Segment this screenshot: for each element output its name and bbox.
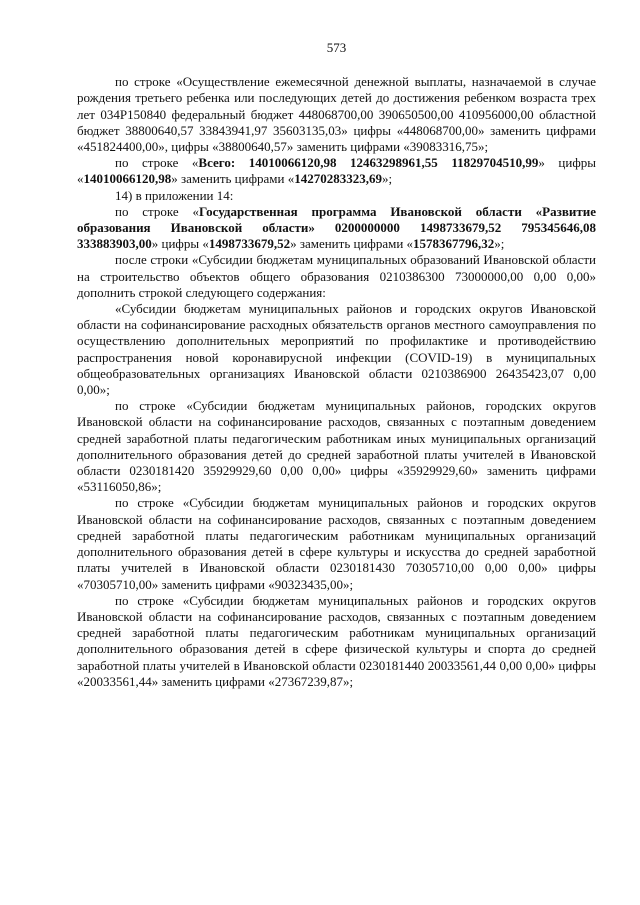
bold-fragment: 1498733679,52 (208, 236, 291, 252)
paragraph-3: 14) в приложении 14: (115, 187, 234, 203)
paragraph-5: после строки «Субсидии бюджетам муниципальных образований Ивановской области на строительство объектов общего образования 0210386300 73000000,00 0,00 0,00» дополнить строкой следующего содержания: (77, 252, 596, 300)
paragraph-9: по строке «Субсидии бюджетам муниципальных районов и городских округов Ивановской области на софинансирование расходов, связанных с поэтапным доведением средней заработной платы педагогическим работникам муниципальных организаций дополнительного образования детей в сфере физической культуры и спорта до средней заработной платы учителей в Ивановской области 0230181440 20033561,44 0,00 0,00» цифры «20033561,44» заменить цифрами «27367239,87»; (77, 592, 596, 689)
text-fragment: »; (494, 236, 505, 252)
paragraph-1: по строке «Осуществление ежемесячной денежной выплаты, назначаемой в случае рождения третьего ребенка или последующих детей до достижения ребенком возраста трех лет 034P150840 федеральный бюджет 448068700,00 390650500,00 410956000,00 областной бюджет 38800640,57 33843941,97 35603135,03» цифры «448068700,00» заменить цифрами «451824400,00», цифры «38800640,57» заменить цифрами «39083316,75»; (77, 74, 596, 155)
page-number: 573 (326, 40, 347, 55)
text-fragment: » цифры « (77, 155, 596, 187)
bold-fragment: 14010066120,98 (83, 171, 172, 187)
paragraph-7: по строке «Субсидии бюджетам муниципальных районов, городских округов Ивановской области на софинансирование расходов, связанных с поэтапным доведением средней заработной платы педагогическим работникам иных муниципальных организаций дополнительного образования детей до средней заработной платы учителей в Ивановской области 0230181420 35929929,60 0,00 0,00» цифры «35929929,60» заменить цифрами «53116050,86»; (77, 398, 596, 495)
text-fragment: по строке « (115, 203, 199, 219)
paragraph-2 (77, 155, 596, 187)
text-fragment: по строке « (115, 155, 199, 171)
paragraph-4 (77, 204, 596, 253)
paragraph-6: «Субсидии бюджетам муниципальных районов и городских округов Ивановской области на софинансирование расходных обязательств органов местного самоуправления по осуществлению дополнительных мероприятий по профилактике и противодействию распространения новой коронавирусной инфекции (COVID-19) в муниципальных общеобразовательных организациях Ивановской области 0210386900 26435423,07 0,00 0,00»; (77, 301, 596, 398)
bold-fragment: Всего: 14010066120,98 12463298961,55 11829704510,99 (198, 155, 539, 171)
text-fragment: » цифры « (151, 236, 209, 252)
document-page (77, 40, 596, 690)
text-fragment: »; (381, 171, 393, 187)
text-fragment: » заменить цифрами « (171, 171, 295, 187)
bold-fragment: Государственная программа Ивановской области «Развитие образования Ивановской области» 0200000000 1498733679,52 795345646,08 333883903,00 (77, 203, 596, 252)
bold-fragment: 14270283323,69 (294, 171, 382, 187)
paragraph-8: по строке «Субсидии бюджетам муниципальных районов и городских округов Ивановской области на софинансирование расходов, связанных с поэтапным доведением средней заработной платы педагогическим работникам муниципальных организаций дополнительного образования детей в сфере культуры и искусства до средней заработной платы учителей в Ивановской области 0230181430 70305710,00 0,00 0,00» цифры «70305710,00» заменить цифрами «90323435,00»; (77, 495, 596, 592)
bold-fragment: 1578367796,32 (413, 236, 495, 252)
text-fragment: » заменить цифрами « (290, 236, 414, 252)
